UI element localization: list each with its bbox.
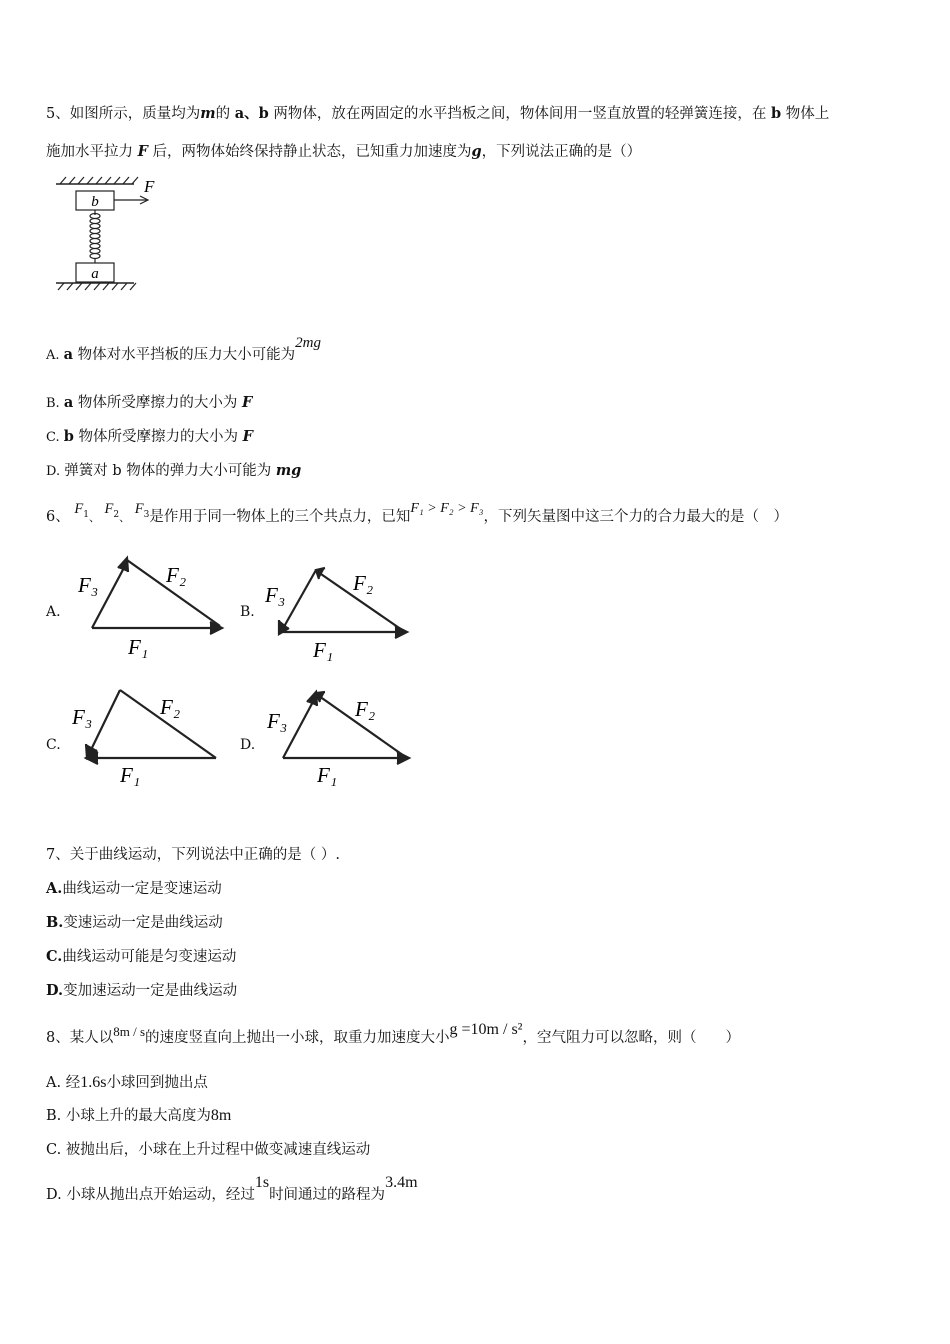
F3-label: F₃ [78,573,99,597]
q7-option-a[interactable] [46,877,222,898]
q6-F1: F [74,501,84,517]
option-label: B. [46,396,64,411]
q6-option-c-diagram[interactable] [60,682,240,792]
option-label: C. [46,430,64,445]
F2-label: F₂ [166,563,187,587]
q6-option-b-diagram[interactable] [255,560,425,670]
q5-option-d[interactable] [46,459,301,480]
F3-label: F₃ [265,583,286,607]
option-text: C. 被抛出后，小球在上升过程中做变减速直线运动 [46,1142,371,1158]
q6-option-c-label[interactable]: C. [46,737,61,753]
option-obj: a [63,346,74,363]
q5-text: ，下列说法正确的是（） [481,144,642,160]
q5-text: 5、如图所示，质量均为 [46,106,201,122]
q8-option-b[interactable] [46,1104,231,1125]
q7-option-b[interactable] [46,911,223,932]
F2-label: F₂ [355,697,376,721]
option-label: B. [46,914,64,931]
q5-var-g: g [471,143,482,160]
block-b-label: b [91,194,99,210]
option-text: A. 经 [46,1075,81,1091]
F2-label: F₂ [160,695,181,719]
option-math: mg [275,462,302,479]
option-text: 物体对水平挡板的压力大小可能为 [73,347,296,363]
option-math: 1.6s [80,1074,107,1091]
force-F-label: F [144,177,155,196]
option-text: 物体所受摩擦力的大小为 [73,429,243,445]
option-label: A. [46,348,64,363]
q5-spring-figure [50,175,160,300]
option-math: 8m [210,1107,232,1124]
option-text: B. 小球上升的最大高度为 [46,1108,211,1124]
F1-label: F₁ [128,635,149,659]
q8-text: 8、某人以 [46,1030,114,1046]
q5-text: 物体上 [785,106,830,122]
F1-label: F₁ [120,763,141,787]
option-text: D. 小球从抛出点开始运动，经过 [46,1187,255,1203]
q5-var-ab: a、b [234,105,269,122]
option-obj: b [63,428,74,445]
option-text: 变速运动一定是曲线运动 [63,915,223,931]
q5-option-a[interactable] [46,335,322,364]
q5-stem-line1 [46,102,829,123]
q5-option-c[interactable] [46,425,253,446]
q6-sub3: 3 [143,510,150,520]
q6-option-a-diagram[interactable] [60,550,240,660]
q6-sep: 、 [119,511,131,524]
q8-option-d[interactable] [46,1174,418,1204]
option-text: 曲线运动可能是匀变速运动 [62,949,237,965]
q5-text: 的 [215,106,231,122]
option-label: A. [46,880,63,897]
q6-option-a-label[interactable]: A. [46,604,61,620]
q6-option-d-diagram[interactable] [255,682,425,792]
option-math: 3.4m [385,1174,418,1191]
F1-label: F₁ [313,638,334,662]
q5-var-b: b [770,105,782,122]
block-a-label: a [91,266,99,282]
q6-sub1: 1 [83,510,89,520]
q5-option-b[interactable] [46,391,252,412]
q6-stem [46,501,788,526]
q6-text: ，下列矢量图中这三个力的合力最大的是（ ） [483,509,788,525]
q6-number: 6、 [46,509,70,525]
q8-text: 的速度竖直向上抛出一小球，取重力加速度大小 [145,1030,450,1046]
option-math: 1s [254,1174,270,1191]
option-label: D. [46,982,64,999]
option-text: 物体所受摩擦力的大小为 [73,395,242,411]
q6-sep: 、 [88,511,100,524]
q5-text: 施加水平拉力 [46,144,133,160]
q6-option-b-label[interactable]: B. [240,604,255,620]
q8-stem [46,1021,740,1047]
F1-label: F₁ [317,763,338,787]
q6-F3: F [134,501,144,517]
q6-option-d-label[interactable]: D. [240,737,256,753]
q8-speed: 8m / s [113,1024,146,1039]
option-text: 小球回到抛出点 [106,1075,208,1091]
option-text: 曲线运动一定是变速运动 [62,881,222,897]
option-text: 变加速运动一定是曲线运动 [63,983,238,999]
q5-var-m: m [200,105,216,122]
option-text: 弹簧对 b 物体的弹力大小可能为 [64,463,276,479]
q6-comparison: F₁ > F₂ > F₃ [410,501,484,516]
option-label: D. [46,464,65,479]
option-math: F [241,394,253,411]
q5-stem-line2 [46,140,641,161]
F3-label: F₃ [267,709,288,733]
q7-stem: 7、关于曲线运动，下列说法中正确的是（ ）. [46,847,340,863]
q5-var-F: F [137,143,148,160]
q7-option-c[interactable] [46,945,236,966]
q8-gravity: g =10m / s² [449,1021,523,1038]
option-label: C. [46,948,63,965]
option-text: 时间通过的路程为 [269,1187,386,1203]
q6-text: 是作用于同一物体上的三个共点力，已知 [149,509,411,525]
F3-label: F₃ [72,705,93,729]
q6-sub2: 2 [113,510,120,520]
q8-option-c[interactable] [46,1138,370,1159]
option-math: F [242,428,253,445]
q5-text: 两物体，放在两固定的水平挡板之间，物体间用一竖直放置的轻弹簧连接，在 [273,106,767,122]
F2-label: F₂ [353,571,374,595]
option-math: 2mg [295,335,322,351]
q6-F2: F [104,501,114,517]
q5-text: 后，两物体始终保持静止状态，已知重力加速度为 [152,144,472,160]
option-obj: a [63,394,74,411]
q7-option-d[interactable] [46,979,237,1000]
q8-option-a[interactable] [46,1071,208,1092]
q8-text: ，空气阻力可以忽略，则（ ） [522,1030,740,1046]
